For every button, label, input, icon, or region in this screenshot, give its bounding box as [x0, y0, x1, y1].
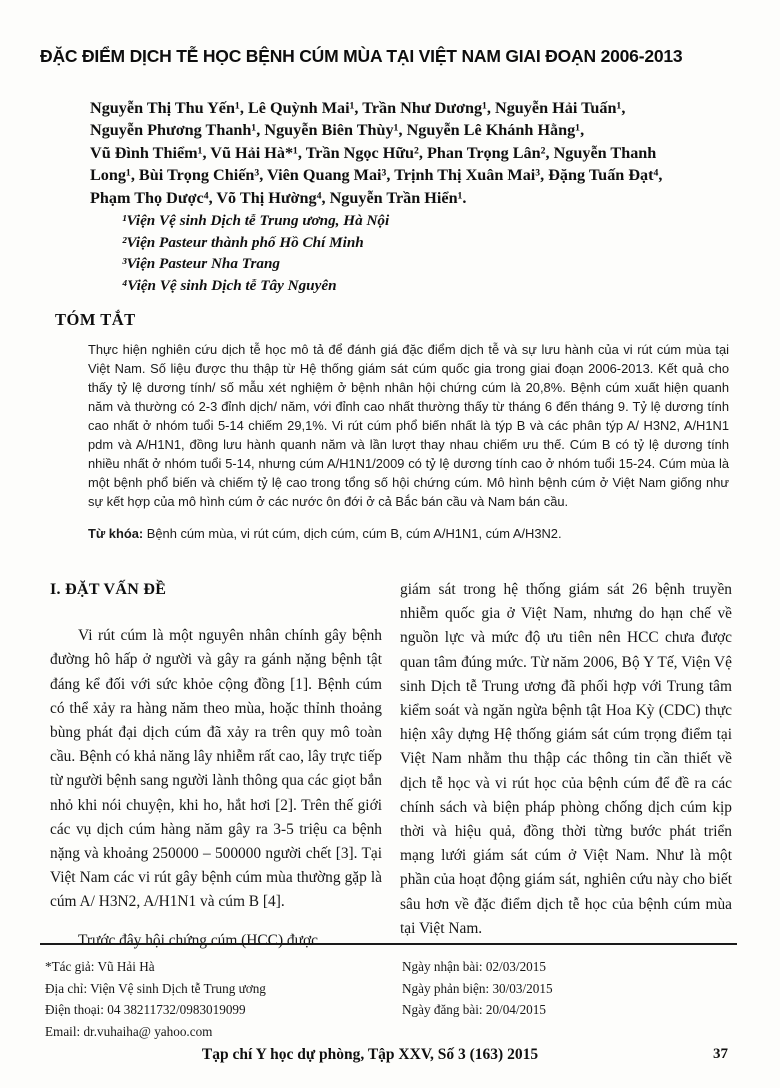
- footnote-block: [45, 956, 737, 1042]
- keywords-text: Bệnh cúm mùa, vi rút cúm, dịch cúm, cúm B, cúm A/H1N1, cúm A/H3N2.: [143, 526, 562, 541]
- abstract-body: Thực hiện nghiên cứu dịch tễ học mô tả để đánh giá đặc điểm dịch tễ và sự lưu hành của vi rút cúm mùa tại Việt Nam. Số liệu được thu thập từ Hệ thống giám sát cúm quốc gia trong giai đoạn 2006-2013. Kết quả cho thấy tỷ lệ dương tính/ số mẫu xét nghiệm ở bệnh nhân hội chứng cúm là 20,8%. Bệnh cúm xuất hiện quanh năm và thường có 2-3 đỉnh dịch/ năm, với đỉnh cao nhất thường thấy từ tháng 6 đến tháng 9. Tỷ lệ dương tính cao nhất ở nhóm tuổi 5-14 chiếm 29,1%. Vi rút cúm phổ biến nhất là týp B và các phân týp A/ H3N2, A/H1N1 pdm và A/H1N1, đồng lưu hành quanh năm và lần lượt thay nhau chiếm ưu thế. Cúm B có tỷ lệ dương tính nhiều nhất ở nhóm tuổi 5-14, nhưng cúm A/H1N1/2009 có tỷ lệ dương tính cao ở nhóm tuổi 15-24. Cúm mùa là một bệnh phổ biến và chiếm tỷ lệ cao trong tổng số hội chứng cúm. Mô hình bệnh cúm ở Việt Nam giống như sự kết hợp của mô hình cúm ở các nước ôn đới ở cả Bắc bán cầu và Nam bán cầu.: [88, 342, 729, 509]
- abstract-block: [88, 340, 729, 543]
- author-line: Nguyễn Phương Thanh¹, Nguyễn Biên Thùy¹, Nguyễn Lê Khánh Hằng¹,: [90, 121, 585, 140]
- main-body-columns: [50, 578, 732, 967]
- left-column: [50, 578, 382, 967]
- body-paragraph: Trước đây hội chứng cúm (HCC) được: [78, 931, 318, 949]
- affiliation-list: [122, 210, 642, 296]
- published-date-line: Ngày đăng bài: 20/04/2015: [402, 1002, 546, 1017]
- received-date-line: Ngày nhận bài: 02/03/2015: [402, 959, 546, 974]
- affiliation-line: ⁴Viện Vệ sinh Dịch tễ Tây Nguyên: [122, 276, 337, 294]
- keywords-line: [88, 524, 729, 543]
- review-date-line: Ngày phản biện: 30/03/2015: [402, 980, 553, 996]
- journal-citation: Tạp chí Y học dự phòng, Tập XXV, Số 3 (163) 2015: [201, 1046, 539, 1063]
- email-line: Email: dr.vuhaiha@ yahoo.com: [45, 1023, 213, 1039]
- phone-line: Điện thoại: 04 38211732/0983019099: [45, 1002, 246, 1017]
- affiliation-line: ³Viện Pasteur Nha Trang: [122, 255, 281, 272]
- author-list: [90, 97, 718, 209]
- dates-block: [402, 956, 657, 1042]
- address-line: Địa chỉ: Viện Vệ sinh Dịch tễ Trung ương: [45, 980, 266, 996]
- right-column: [400, 578, 732, 967]
- author-line: Phạm Thọ Dược⁴, Võ Thị Hường⁴, Nguyễn Trần Hiển¹.: [90, 188, 467, 207]
- keywords-label: Từ khóa:: [88, 526, 144, 541]
- affiliation-line: ²Viện Pasteur thành phố Hồ Chí Minh: [122, 233, 364, 251]
- section-heading-dat-van-de: I. ĐẶT VẤN ĐỀ: [50, 581, 167, 598]
- body-paragraph: giám sát trong hệ thống giám sát 26 bệnh truyền nhiễm quốc gia ở Việt Nam, nhưng do hạn chế về nguồn lực và mức độ ưu tiên nên HCC chưa được quan tâm đúng mức. Từ năm 2006, Bộ Y Tế, Viện Vệ sinh Dịch tễ Trung ương đã phối hợp với Trung tâm kiểm soát và ngăn ngừa bệnh tật Hoa Kỳ (CDC) thực hiện xây dựng Hệ thống giám sát cúm trọng điểm tại Việt Nam nhằm thu thập các thông tin cần thiết về dịch tễ học và vi rút học của bệnh cúm để đề ra các chính sách và biện pháp phòng chống dịch cúm kịp thời và hiệu quả, đồng thời từng bước phát triển mạng lưới giám sát cúm ở Việt Nam. Như là một phần của hoạt động giám sát, nghiên cứu này cho biết sâu hơn về đặc điểm dịch tễ học của bệnh cúm mùa tại Việt Nam.: [400, 581, 732, 937]
- paper-title: ĐẶC ĐIỂM DỊCH TỄ HỌC BỆNH CÚM MÙA TẠI VIỆT NAM GIAI ĐOẠN 2006-2013: [40, 46, 683, 66]
- author-line: Long¹, Bùi Trọng Chiến³, Viên Quang Mai³, Trịnh Thị Xuân Mai³, Đặng Tuấn Đạt⁴,: [90, 166, 663, 185]
- corresponding-author-line: *Tác giả: Vũ Hải Hà: [45, 959, 155, 974]
- author-line: Vũ Đình Thiểm¹, Vũ Hải Hà*¹, Trần Ngọc Hữu², Phan Trọng Lân², Nguyễn Thanh: [90, 143, 657, 162]
- body-paragraph: Vi rút cúm là một nguyên nhân chính gây bệnh đường hô hấp ở người và gây ra gánh nặng bệnh tật đáng kể đối với sức khỏe cộng đồng [1]. Bệnh cúm có thể xảy ra hàng năm theo mùa, hoặc thỉnh thoảng bùng phát đại dịch cúm đã xảy ra trên quy mô toàn cầu. Bệnh có khả năng lây nhiễm rất cao, lây trực tiếp từ người bệnh sang người lành thông qua các giọt bắn nhỏ khi nói chuyện, khi ho, hắt hơi [2]. Trên thế giới các vụ dịch cúm hàng năm gây ra 3-5 triệu ca bệnh nặng và khoảng 250000 – 500000 người chết [3]. Tại Việt Nam các vi rút gây bệnh cúm mùa thường gặp là cúm A/ H3N2, A/H1N1 và cúm B [4].: [50, 627, 382, 911]
- abstract-heading: TÓM TẮT: [55, 310, 136, 329]
- affiliation-line: ¹Viện Vệ sinh Dịch tễ Trung ương, Hà Nội: [122, 212, 390, 229]
- correspondence-block: [45, 956, 397, 1042]
- footer-divider: [40, 943, 737, 945]
- author-line: Nguyễn Thị Thu Yến¹, Lê Quỳnh Mai¹, Trần Như Dương¹, Nguyễn Hải Tuấn¹,: [90, 99, 626, 117]
- page-number: 37: [713, 1046, 728, 1062]
